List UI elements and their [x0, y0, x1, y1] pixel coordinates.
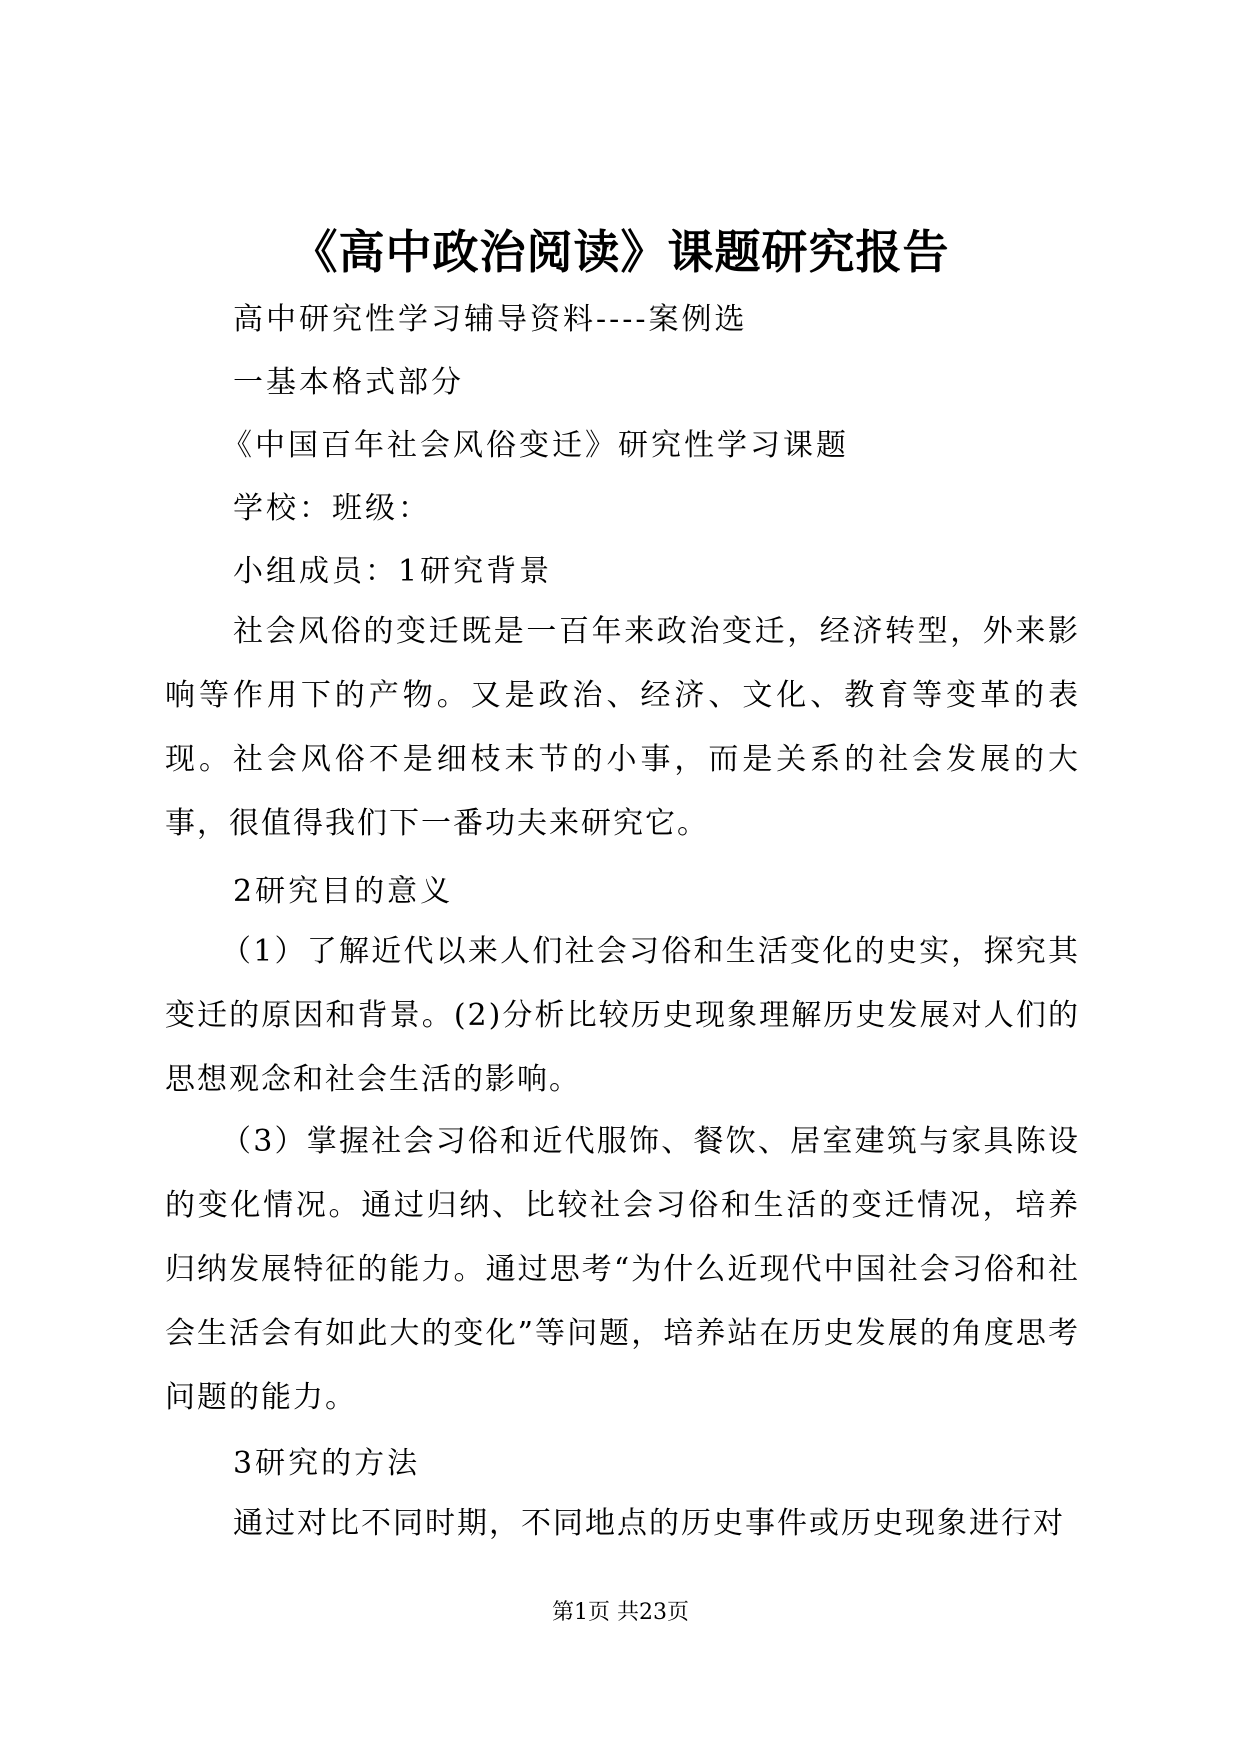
school-class-line: 学校：班级：: [233, 491, 431, 526]
purpose-paragraph-3: （3）掌握社会习俗和近代服饰、餐饮、居室建筑与家具陈设的变化情况。通过归纳、比较社会习俗和生活的变迁情况，培养归纳发展特征的能力。通过思考“为什么近现代中国社会习俗和社会生活会有如此大的变化”等问题，培养站在历史发展的角度思考问题的能力。: [165, 1124, 1080, 1415]
method-paragraph: 通过对比不同时期，不同地点的历史事件或历史现象进行对: [233, 1506, 1065, 1541]
topic-line: 《中国百年社会风俗变迁》研究性学习课题: [222, 428, 849, 463]
method-heading: 3研究的方法: [233, 1446, 421, 1481]
background-paragraph: 社会风俗的变迁既是一百年来政治变迁，经济转型，外来影响等作用下的产物。又是政治、经济、文化、教育等变革的表现。社会风俗不是细枝末节的小事，而是关系的社会发展的大事，很值得我们下一番功夫来研究它。: [165, 614, 1080, 841]
purpose-heading: 2研究目的意义: [233, 874, 454, 909]
purpose-paragraph-1-2: （1）了解近代以来人们社会习俗和生活变化的史实，探究其变迁的原因和背景。(2)分析比较历史现象理解历史发展对人们的思想观念和社会生活的影响。: [165, 934, 1080, 1097]
section-format-line: 一基本格式部分: [233, 365, 464, 400]
subtitle-line: 高中研究性学习辅导资料----案例选: [233, 302, 748, 337]
members-background-line: 小组成员：1研究背景: [233, 554, 553, 589]
document-title: 《高中政治阅读》课题研究报告: [291, 225, 950, 279]
page-footer: 第1页 共23页: [552, 1600, 689, 1625]
